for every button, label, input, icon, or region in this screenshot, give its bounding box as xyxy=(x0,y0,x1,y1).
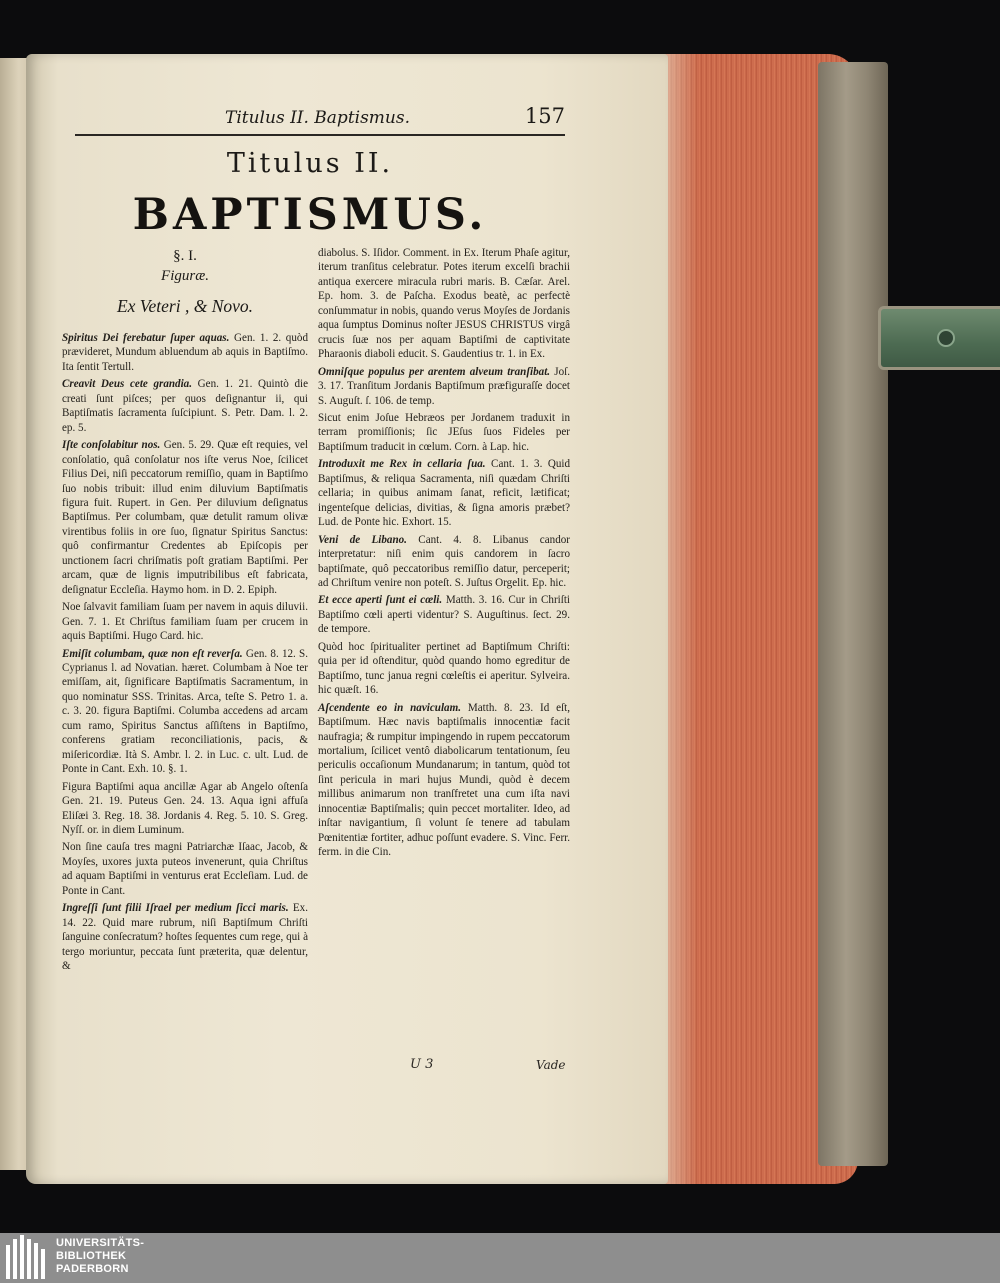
library-logo-icon xyxy=(6,1235,52,1281)
paragraph-text: Sicut enim Joſue Hebræos per Jordanem traduxit in terram promiſſionis; ſic JEſus ſuos Fideles per Baptiſmum traducit in cœlum. Corn. à Lap. hic. xyxy=(318,411,570,453)
book-clasp xyxy=(878,306,1000,370)
paragraph xyxy=(318,640,570,698)
running-title: Titulus II. Baptismus. xyxy=(225,108,411,128)
paragraph-lead: Spiritus Dei ferebatur ſuper aquas. xyxy=(62,332,230,344)
paragraph-text: Noe ſalvavit familiam ſuam per navem in aquis diluvii. Gen. 7. 1. Et Chriſtus familiam ſuam per crucem in aquis Baptiſmi. Hugo Card. hic. xyxy=(62,601,308,643)
library-footer xyxy=(0,1233,1000,1283)
paragraph xyxy=(62,600,308,643)
paragraph xyxy=(62,438,308,597)
paragraph-text: Gen. 8. 12. S. Cyprianus l. ad Novatian. hæret. Columbam à Noe ter emiſſam, ait, ſignificare Baptiſmatis Sacramentum, in quo nominatur SSS. Trinitas. Arca, teſte S. Petro 1. a. c. 3. 20. figura Baptiſmi. Columba accedens ad arcam cum ramo, Spiritus Sanctus aſſiſtens in Baptiſmo, conferens gratiam reconciliationis, pacis, & miſericordiæ. Ità S. Ambr. l. 2. in Luc. c. ult. Lud. de Ponte in Cant. Exh. 10. §. 1. xyxy=(62,647,309,776)
paragraph-text: Figura Baptiſmi aqua ancillæ Agar ab Angelo oſtenſa Gen. 21. 19. Puteus Gen. 24. 13. Aqua igni affuſa Eliſæi 3. Reg. 18. 38. Jordanis 4. Reg. 5. 10. S. Greg. Nyſſ. or. in diem Luminum. xyxy=(62,780,308,836)
paragraph-lead: Et ecce aperti ſunt ei cœli. xyxy=(318,594,443,607)
left-column xyxy=(62,246,308,976)
paragraph xyxy=(62,840,308,898)
right-column xyxy=(318,246,570,863)
paragraph-text: Ex. 14. 22. Quid mare rubrum, niſi Baptiſmum Chriſti ſanguine conſecratum? hoſtes ſequentes cum rege, qui à tergo moriuntur, peccata ſunt præterita, quæ delentur, & xyxy=(62,902,309,973)
paragraph-text: Non ſine cauſa tres magni Patriarchæ Iſaac, Jacob, & Moyſes, uxores juxta puteos invenerunt, quia Chriſtus ad aquam Baptiſmi in venturus erat Eccleſiam. Lud. de Ponte in Cant. xyxy=(62,841,308,897)
section-number: §. I. xyxy=(173,248,197,264)
paragraph-text: Gen. 1. 2. quòd prævideret, Mundum abluendum ab aquis in Baptiſmo. Ita ſentit Tertull. xyxy=(62,332,308,373)
paragraph-lead: Aſcendente eo in naviculam. xyxy=(318,701,461,714)
paragraph-text: Matth. 3. 16. Cur in Chriſti Baptiſmo cœli aperti videntur? S. Auguſtinus. ſect. 29. de tempore. xyxy=(318,594,570,636)
header-rule xyxy=(75,134,565,136)
library-line-2: BIBLIOTHEK xyxy=(56,1250,127,1262)
paragraph-lead: Ingreſſi ſunt filii Iſrael per medium ſicci maris. xyxy=(62,902,289,915)
section-label: Figuræ. xyxy=(161,268,209,284)
section-subtitle: Ex Veteri , & Novo. xyxy=(116,296,254,316)
catchword: Vade xyxy=(536,1058,566,1072)
paragraph-lead: Veni de Libano. xyxy=(318,533,407,546)
paragraph xyxy=(62,901,308,973)
paragraph-lead: Emiſit columbam, quæ non eſt reverſa. xyxy=(62,647,243,660)
clasp-rivet xyxy=(937,329,955,347)
paragraph-text: Gen. 1. 21. Quintò die creati ſunt piſces; per quos deſignantur ii, qui Baptiſmatis ſacramenta ſuſcipiunt. S. Petr. Dam. l. 2. ep. 5. xyxy=(62,378,308,434)
library-line-1: UNIVERSITÄTS- xyxy=(56,1237,145,1249)
paragraph xyxy=(62,377,308,435)
page-number: 157 xyxy=(524,104,565,128)
paragraph xyxy=(318,457,570,529)
left-paragraphs xyxy=(62,331,308,973)
paragraph-lead: Introduxit me Rex in cellaria ſua. xyxy=(318,458,486,471)
paragraph-lead: Omniſque populus per arentem alveum tranſibat. xyxy=(318,365,551,378)
paragraph xyxy=(62,780,308,838)
paragraph-lead: Creavit Deus cete grandia. xyxy=(62,378,192,391)
paragraph-text: Cant. 4. 8. Libanus candor interpretatur: niſi enim quis candorem in ſacro baptiſmate, quô peccatoribus remiſſio datur, perceperit; ad Chriſtum venire non poteſt. S. Juſtus Orgelit. Ep. hic. xyxy=(318,533,570,589)
paragraph-text: Joſ. 3. 17. Tranſitum Jordanis Baptiſmum præfiguraſſe docet S. Auguſt. ſ. 106. de temp. xyxy=(318,365,570,407)
paragraph xyxy=(318,701,570,860)
titulus-heading: Titulus II. xyxy=(226,148,394,179)
main-title: BAPTISMUS. xyxy=(132,190,488,240)
paragraph-text: Gen. 5. 29. Quæ eſt requies, vel conſolatio, quâ conſolatur nos iſte verus Noe, ſcilicet Filius Dei, niſi peccatorum remiſſio, quam in Baptiſmo ſuo nobis tribuit: illud enim diluvium Baptiſmatis figura fuit. Rupert. in Gen. Per diluvium deſignatus Baptiſmus. Per columbam, quæ detulit ramum olivæ virentibus foliis in ore ſuo, ſignatur Spiritus Sanctus: quô confirmantur Credentes ab Epiſcopis per unctionem ſacri chriſmatis poſt gratiam Baptiſmi. Per arcam, quæ de lignis imputribilibus eſt fabricata, deſignatur Eccleſia. Haymo hom. in D. 2. Epiph. xyxy=(62,439,308,596)
paragraph xyxy=(318,246,570,362)
running-header xyxy=(60,104,565,136)
paragraph xyxy=(318,593,570,636)
paragraph xyxy=(318,411,570,454)
paragraph-text: diabolus. S. Iſidor. Comment. in Ex. Iterum Phaſe agitur, iterum tranſitus celebratur. Potes iterum excelſi brachii antiqua exercere miracula rubri maris. B. Cæſar. Arel. Ep. hom. 3. de Paſcha. Exodus beatè, ac perfectè conſummatur in nobis, quando verus Moyſes de Jordanis aqua ſumptus Dominus noſter JESUS CHRISTUS virgâ crucis ſuæ nos per aquam Baptiſmi de captivitate Pharaonis diaboli educit. S. Gaudentius tr. 1. in Ex. xyxy=(318,247,570,361)
paragraph xyxy=(318,533,570,591)
paragraph-text: Quòd hoc ſpiritualiter pertinet ad Baptiſmum Chriſti: quia per id oſtenditur, quòd quando homo egreditur de Baptiſmo, tunc janua regni cœleſtis ei aperitur. Sylveira. hic quæſt. 16. xyxy=(318,640,570,697)
library-line-3: PADERBORN xyxy=(56,1263,129,1275)
right-paragraphs xyxy=(318,246,570,860)
paragraph-text: Cant. 1. 3. Quid Baptiſmus, & reliqua Sacramenta, niſi quædam Chriſti cellaria; in quibus animam ſanat, reficit, lætificat; ingenteſque delicias, divitias, & ſigna amoris præbet? Lud. de Ponte hic. Exhort. 15. xyxy=(318,458,571,529)
library-name xyxy=(56,1237,144,1276)
paragraph xyxy=(62,647,308,777)
paragraph-text: Matth. 8. 23. Id eſt, Baptiſmum. Hæc navis baptiſmalis innocentiæ facit naufragia; & rumpitur impingendo in rupem peccatorum mortalium, ſcilicet ventô diabolicarum tentationum, ſeu periculis occaſionum Mundanarum; in tantum, quòd tot ſint pericula in mari hujus Mundi, quòd è decem millibus animarum non tranſfretet una cum iſta navi innocentiæ Baptiſmalis; quin peccet mortaliter. Ideo, ad inſtar navigantium, ſi volunt ſe tenere ad tabulam Pœnitentiæ fortiter, adhuc poſſunt evadere. S. Vinc. Ferr. ferm. in die Cin. xyxy=(318,701,570,859)
paragraph-lead: Iſte conſolabitur nos. xyxy=(62,439,161,452)
paragraph xyxy=(62,331,308,374)
signature-mark: U 3 xyxy=(410,1057,434,1072)
paragraph xyxy=(318,365,570,408)
book-cover xyxy=(818,62,888,1166)
